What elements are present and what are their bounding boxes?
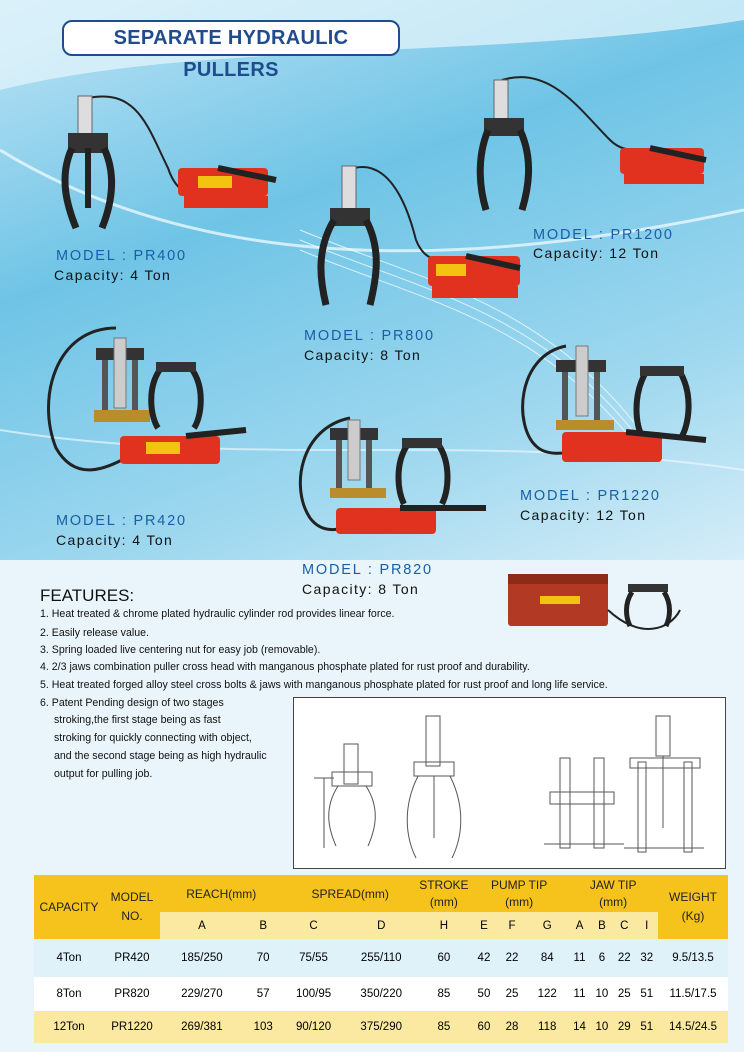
table-row: [34, 1011, 728, 1043]
col-model-no-label: NO.: [121, 909, 143, 923]
col-pump-tip-label: PUMP TIP: [490, 877, 548, 892]
col-stroke: [418, 875, 470, 912]
table-cell: 10: [591, 1011, 613, 1043]
table-cell: 269/381: [160, 1011, 244, 1043]
table-cell: 25: [613, 977, 635, 1011]
table-cell: 118: [526, 1011, 568, 1043]
feature-item: 6. Patent Pending design of two stages: [40, 697, 224, 709]
table-cell: 11: [568, 977, 590, 1011]
table-cell: 100/95: [283, 977, 345, 1011]
feature-item: 1. Heat treated & chrome plated hydraulic cylinder rod provides linear force.: [40, 608, 395, 620]
pr420-model-label: MODEL : PR420: [56, 513, 187, 529]
subheader-cell: A: [198, 919, 206, 932]
table-cell: 14: [568, 1011, 590, 1043]
feature-item-continued: output for pulling job.: [54, 768, 153, 780]
table-cell: 9.5/13.5: [658, 939, 728, 977]
table-cell: 10: [591, 977, 613, 1011]
pr400-capacity-label: Capacity: 4 Ton: [54, 267, 172, 283]
page-title: SEPARATE HYDRAULIC PULLERS: [113, 27, 349, 81]
col-stroke-label: STROKE: [419, 877, 469, 892]
table-cell: 4Ton: [34, 939, 104, 977]
table-cell: 60: [418, 939, 470, 977]
pr400-model-label: MODEL : PR400: [56, 248, 187, 264]
col-jaw-tip-label: JAW TIP: [589, 877, 637, 892]
feature-item-continued: and the second stage being as high hydraulic: [54, 750, 267, 762]
table-cell: 14.5/24.5: [658, 1011, 728, 1043]
feature-item-continued: stroking,the first stage being as fast: [54, 714, 221, 726]
table-cell: 375/290: [345, 1011, 418, 1043]
technical-drawing-panel: [293, 697, 726, 869]
spec-table: [34, 875, 728, 1043]
table-cell: 28: [498, 1011, 526, 1043]
subheader-cell: C: [620, 919, 629, 932]
col-pump-tip: [470, 875, 568, 912]
col-stroke-unit: (mm): [429, 894, 458, 909]
subheader-cell: B: [259, 919, 267, 932]
pr800-capacity-label: Capacity: 8 Ton: [304, 347, 422, 363]
feature-item: 4. 2/3 jaws combination puller cross head with manganous phosphate plated for rust proof and durability.: [40, 661, 530, 673]
table-cell: 60: [470, 1011, 498, 1043]
pr420-capacity-label: Capacity: 4 Ton: [56, 532, 174, 548]
case-kit-image: [500, 570, 700, 645]
feature-item: 5. Heat treated forged alloy steel cross bolts & jaws with manganous phosphate plated for rust proof and long life service.: [40, 679, 608, 691]
subheader-cell: A: [575, 919, 584, 932]
table-cell: 22: [498, 939, 526, 977]
subheader-cell: B: [598, 919, 606, 932]
table-cell: 25: [498, 977, 526, 1011]
col-jaw-tip-unit: (mm): [599, 894, 628, 909]
col-jaw-tip: [568, 875, 658, 912]
subheader-cell: E: [480, 919, 488, 932]
pr800-product-image: [306, 160, 526, 320]
subheader-cell: H: [439, 919, 449, 932]
table-cell: 103: [244, 1011, 283, 1043]
table-cell: 6: [591, 939, 613, 977]
table-cell: 57: [244, 977, 283, 1011]
feature-item-continued: stroking for quickly connecting with object,: [54, 732, 252, 744]
table-cell: 90/120: [283, 1011, 345, 1043]
subheader-cell: G: [542, 919, 552, 932]
col-reach: REACH(mm): [186, 886, 257, 901]
pr1200-model-label: MODEL : PR1200: [533, 227, 674, 243]
col-weight-unit: (Kg): [681, 909, 705, 923]
pr820-capacity-label: Capacity: 8 Ton: [302, 581, 420, 597]
table-cell: 29: [613, 1011, 635, 1043]
col-capacity: CAPACITY: [39, 900, 99, 914]
page-title-box: [62, 20, 400, 81]
table-cell: 75/55: [283, 939, 345, 977]
table-cell: 50: [470, 977, 498, 1011]
table-cell: 32: [636, 939, 659, 977]
feature-item: 2. Easily release value.: [40, 627, 149, 639]
subheader-cell: I: [645, 919, 649, 932]
pr820-product-image: [290, 408, 490, 558]
pr400-product-image: [48, 88, 278, 238]
table-row: [34, 977, 728, 1011]
table-cell: 12Ton: [34, 1011, 104, 1043]
table-cell: 22: [613, 939, 635, 977]
table-row: [34, 939, 728, 977]
table-cell: 185/250: [160, 939, 244, 977]
table-cell: 85: [418, 1011, 470, 1043]
pr1200-capacity-label: Capacity: 12 Ton: [533, 245, 660, 261]
col-model-no: [104, 875, 160, 939]
pr1220-product-image: [516, 336, 726, 486]
pr420-product-image: [36, 318, 256, 488]
table-cell: 350/220: [345, 977, 418, 1011]
pr1220-model-label: MODEL : PR1220: [520, 488, 661, 504]
table-cell: 255/110: [345, 939, 418, 977]
col-weight-label: WEIGHT: [669, 890, 717, 904]
pr800-model-label: MODEL : PR800: [304, 328, 435, 344]
table-cell: 11: [568, 939, 590, 977]
table-header-row: [34, 875, 728, 912]
pr820-model-label: MODEL : PR820: [302, 562, 433, 578]
col-pump-tip-unit: (mm): [505, 894, 534, 909]
table-cell: 8Ton: [34, 977, 104, 1011]
table-cell: 122: [526, 977, 568, 1011]
technical-drawing: [294, 698, 725, 868]
subheader-cell: F: [508, 919, 516, 932]
table-cell: PR820: [104, 977, 160, 1011]
col-model-label: MODEL: [110, 890, 154, 904]
col-spread: SPREAD(mm): [311, 886, 389, 901]
table-cell: PR1220: [104, 1011, 160, 1043]
table-cell: 85: [418, 977, 470, 1011]
table-cell: PR420: [104, 939, 160, 977]
table-cell: 51: [636, 977, 659, 1011]
feature-item: 3. Spring loaded live centering nut for easy job (removable).: [40, 644, 321, 656]
pr1220-capacity-label: Capacity: 12 Ton: [520, 507, 647, 523]
table-cell: 229/270: [160, 977, 244, 1011]
table-cell: 70: [244, 939, 283, 977]
table-cell: 51: [636, 1011, 659, 1043]
table-cell: 84: [526, 939, 568, 977]
col-weight: [658, 875, 728, 939]
subheader-cell: C: [309, 919, 318, 932]
features-heading: FEATURES:: [40, 586, 135, 605]
table-cell: 11.5/17.5: [658, 977, 728, 1011]
subheader-cell: D: [377, 919, 386, 932]
table-cell: 42: [470, 939, 498, 977]
